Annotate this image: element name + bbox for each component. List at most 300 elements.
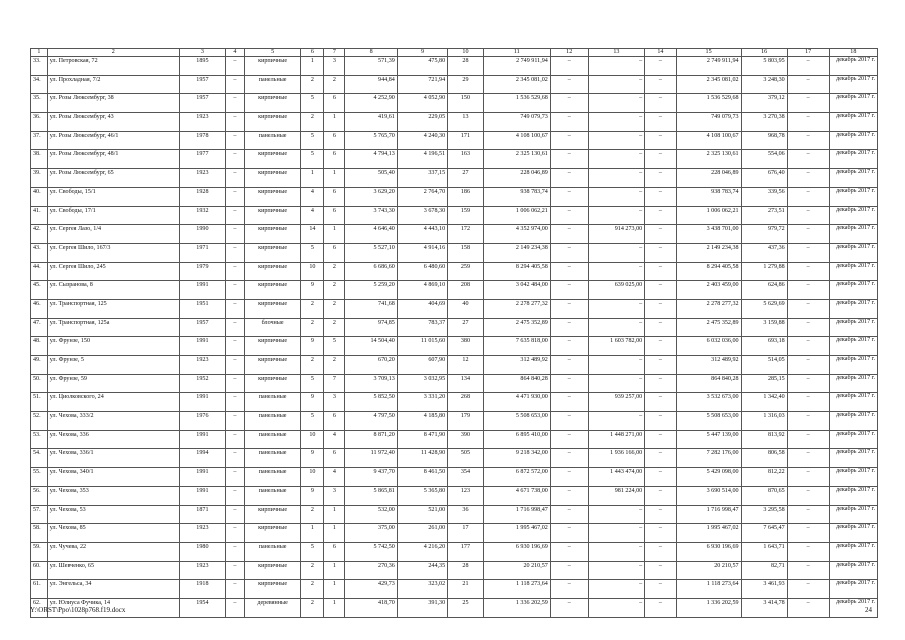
table-cell: 1 006 062,21 [483,206,550,225]
table-cell: – [550,299,588,318]
table-cell: – [550,75,588,94]
table-cell: – [588,561,645,580]
table-cell: 676,40 [741,169,787,188]
column-number-8: 8 [345,49,397,57]
table-cell: – [787,75,829,94]
table-cell: 2 749 911,94 [483,57,550,76]
table-cell: кирпичные [244,206,301,225]
table-cell: 2 345 081,02 [483,75,550,94]
table-cell: – [588,243,645,262]
table-cell: – [645,281,676,300]
table-cell: 61. [31,580,48,599]
table-cell: ул. Циолковского, 24 [47,393,179,412]
table-cell: 418,70 [345,598,397,617]
table-cell: 532,00 [345,505,397,524]
table-cell: 639 025,00 [588,281,645,300]
housing-repair-table [30,48,878,618]
table-cell: – [550,374,588,393]
table-cell: 7 [324,374,345,393]
table-cell: – [225,94,244,113]
table-cell: – [787,113,829,132]
table-cell: 5 629,69 [741,299,787,318]
table-cell: 2 [301,356,324,375]
table-cell: кирпичные [244,561,301,580]
column-number-11: 11 [483,49,550,57]
table-cell: 5 [301,131,324,150]
table-cell: – [645,150,676,169]
table-cell: – [645,412,676,431]
table-cell: 5 765,70 [345,131,397,150]
table-cell: 7 635 818,00 [483,337,550,356]
table-cell: 5 508 653,00 [676,412,741,431]
table-cell: 2 [301,113,324,132]
table-cell: – [550,225,588,244]
table-cell: 5 447 139,00 [676,430,741,449]
table-row [31,187,878,206]
table-cell: 4 794,13 [345,150,397,169]
table-cell: – [645,225,676,244]
table-cell: 40 [448,299,484,318]
table-cell: 6 [324,94,345,113]
table-cell: панельные [244,412,301,431]
table-cell: 4 471 930,00 [483,393,550,412]
table-cell: 25 [448,598,484,617]
column-number-3: 3 [179,49,225,57]
table-cell: 1971 [179,243,225,262]
table-cell: 4 052,90 [397,94,447,113]
table-cell: кирпичные [244,505,301,524]
table-cell: 4 646,40 [345,225,397,244]
table-cell: – [645,561,676,580]
table-cell: 1 536 529,68 [676,94,741,113]
table-cell: 3 [324,57,345,76]
table-cell: 5 [301,150,324,169]
table-cell: 4 252,90 [345,94,397,113]
table-cell: 273,51 [741,206,787,225]
table-cell: 2 278 277,32 [676,299,741,318]
table-cell: 2 [301,299,324,318]
table-cell: – [550,94,588,113]
table-cell: декабрь 2017 г. [829,374,877,393]
table-cell: 4 671 738,00 [483,486,550,505]
table-cell: 741,68 [345,299,397,318]
table-row [31,412,878,431]
table-cell: – [645,262,676,281]
table-cell: ул. Чехова, 333/2 [47,412,179,431]
table-cell: 5 [301,542,324,561]
table-cell: ул. Розы Люксембург, 46/1 [47,131,179,150]
table-cell: – [588,150,645,169]
table-cell: – [787,187,829,206]
table-cell: 5 259,20 [345,281,397,300]
table-cell: декабрь 2017 г. [829,337,877,356]
table-cell: 4 196,51 [397,150,447,169]
table-cell: декабрь 2017 г. [829,150,877,169]
table-cell: 34. [31,75,48,94]
table-row [31,374,878,393]
table-cell: 20 210,57 [676,561,741,580]
table-cell: ул. Свободы, 15/1 [47,187,179,206]
table-cell: – [225,580,244,599]
table-cell: 50. [31,374,48,393]
table-cell: 3 678,30 [397,206,447,225]
table-cell: декабрь 2017 г. [829,206,877,225]
table-row [31,206,878,225]
table-cell: 14 504,40 [345,337,397,356]
table-cell: кирпичные [244,57,301,76]
table-row [31,393,878,412]
table-cell: 1990 [179,225,225,244]
table-cell: 158 [448,243,484,262]
table-cell: – [225,299,244,318]
table-cell: ул. Энгельса, 34 [47,580,179,599]
table-cell: 57. [31,505,48,524]
table-cell: 3 [324,486,345,505]
table-cell: 270,36 [345,561,397,580]
table-cell: – [787,374,829,393]
table-cell: декабрь 2017 г. [829,113,877,132]
table-cell: – [225,561,244,580]
table-cell: 8 294 405,58 [483,262,550,281]
table-cell: 2 [301,598,324,617]
table-cell: 2 325 130,61 [676,150,741,169]
table-cell: 11 428,90 [397,449,447,468]
table-cell: 6 930 196,69 [483,542,550,561]
table-cell: 35. [31,94,48,113]
table-cell: 1923 [179,524,225,543]
table-cell: – [588,94,645,113]
table-cell: ул. Чехова, 336 [47,430,179,449]
table-cell: декабрь 2017 г. [829,412,877,431]
table-cell: 1932 [179,206,225,225]
table-cell: 981 224,00 [588,486,645,505]
table-cell: панельные [244,486,301,505]
table-row [31,542,878,561]
table-cell: 1 279,88 [741,262,787,281]
table-row [31,225,878,244]
table-cell: – [588,299,645,318]
table-cell: 4 216,20 [397,542,447,561]
column-number-2: 2 [47,49,179,57]
table-cell: ул. Свободы, 17/1 [47,206,179,225]
table-cell: 1 [324,524,345,543]
table-row [31,449,878,468]
table-cell: – [787,356,829,375]
table-cell: – [550,356,588,375]
table-row [31,598,878,617]
column-number-10: 10 [448,49,484,57]
table-cell: 8 294 405,58 [676,262,741,281]
table-cell: – [588,505,645,524]
table-cell: 1954 [179,598,225,617]
table-cell: декабрь 2017 г. [829,262,877,281]
table-cell: – [787,580,829,599]
table-cell: – [787,486,829,505]
table-row [31,356,878,375]
table-cell: 268 [448,393,484,412]
column-number-17: 17 [787,49,829,57]
table-cell: – [645,243,676,262]
table-cell: 17 [448,524,484,543]
table-cell: ул. Розы Люксембург, 38 [47,94,179,113]
table-cell: – [645,113,676,132]
table-cell: ул. Сергея Шило, 245 [47,262,179,281]
table-cell: – [588,356,645,375]
table-cell: 4 [324,468,345,487]
column-number-15: 15 [676,49,741,57]
column-number-9: 9 [397,49,447,57]
table-row [31,94,878,113]
table-cell: 33. [31,57,48,76]
table-cell: ул. Фрунзе, 150 [47,337,179,356]
table-cell: кирпичные [244,243,301,262]
table-cell: – [645,94,676,113]
table-cell: 1 [301,169,324,188]
table-cell: – [787,598,829,617]
table-cell: 390 [448,430,484,449]
table-cell: 5 [301,374,324,393]
table-cell: ул. Розы Люксембург, 65 [47,169,179,188]
table-cell: – [225,449,244,468]
table-cell: – [588,75,645,94]
table-cell: 6 [324,187,345,206]
table-cell: 3 743,30 [345,206,397,225]
table-cell: 163 [448,150,484,169]
table-cell: кирпичные [244,94,301,113]
table-cell: – [225,598,244,617]
table-cell: – [787,299,829,318]
table-cell: ул. Розы Люксембург, 48/1 [47,150,179,169]
column-number-6: 6 [301,49,324,57]
table-cell: ул. Юлиуса Фучика, 14 [47,598,179,617]
table-row [31,430,878,449]
table-cell: – [225,542,244,561]
table-cell: 968,78 [741,131,787,150]
table-cell: 41. [31,206,48,225]
table-cell: 46. [31,299,48,318]
table-cell: – [588,57,645,76]
table-cell: – [588,169,645,188]
table-cell: 375,00 [345,524,397,543]
table-cell: 1991 [179,468,225,487]
table-cell: 1 716 998,47 [676,505,741,524]
table-cell: 1 [324,225,345,244]
table-cell: 27 [448,318,484,337]
table-cell: 179 [448,412,484,431]
table-cell: ул. Петровская, 72 [47,57,179,76]
column-number-row [31,49,878,57]
table-cell: 3 629,20 [345,187,397,206]
table-cell: – [550,393,588,412]
table-cell: – [225,524,244,543]
table-cell: – [550,337,588,356]
table-row [31,524,878,543]
table-cell: 4 [324,430,345,449]
table-cell: 228 046,89 [483,169,550,188]
table-cell: 59. [31,542,48,561]
table-cell: 29 [448,75,484,94]
table-cell: 939 257,00 [588,393,645,412]
table-cell: – [225,169,244,188]
table-cell: 6 [324,449,345,468]
table-cell: – [588,524,645,543]
table-cell: – [787,412,829,431]
table-cell: – [225,505,244,524]
table-cell: – [550,468,588,487]
table-cell: – [550,598,588,617]
table-cell: 1 118 273,64 [676,580,741,599]
table-cell: 3 709,13 [345,374,397,393]
table-cell: декабрь 2017 г. [829,318,877,337]
table-cell: 21 [448,580,484,599]
table-cell: – [787,243,829,262]
table-cell: 11 015,60 [397,337,447,356]
table-cell: декабрь 2017 г. [829,225,877,244]
table-cell: – [550,57,588,76]
table-cell: 1871 [179,505,225,524]
table-cell: – [787,468,829,487]
table-row [31,580,878,599]
table-cell: 9 [301,393,324,412]
table-cell: 475,80 [397,57,447,76]
table-cell: 404,69 [397,299,447,318]
table-cell: 37. [31,131,48,150]
table-cell: 4 352 974,00 [483,225,550,244]
table-cell: 1 716 998,47 [483,505,550,524]
table-cell: – [787,393,829,412]
table-cell: – [645,393,676,412]
table-cell: 6 895 410,00 [483,430,550,449]
page-number: 24 [865,606,872,614]
table-cell: 1 [324,169,345,188]
table-cell: 4 108 100,67 [676,131,741,150]
table-cell: 914 273,00 [588,225,645,244]
table-cell: 5 803,95 [741,57,787,76]
table-cell: декабрь 2017 г. [829,243,877,262]
table-cell: 2 764,70 [397,187,447,206]
table-row [31,169,878,188]
table-cell: 53. [31,430,48,449]
table-cell: 186 [448,187,484,206]
table-cell: панельные [244,542,301,561]
table-cell: 312 489,92 [483,356,550,375]
table-cell: – [588,598,645,617]
table-cell: – [550,449,588,468]
table-cell: – [645,169,676,188]
table-cell: – [588,580,645,599]
table-cell: 1977 [179,150,225,169]
table-cell: декабрь 2017 г. [829,486,877,505]
table-cell: 2 [301,75,324,94]
table-cell: панельные [244,75,301,94]
table-row [31,318,878,337]
table-cell: ул. Сызранова, 8 [47,281,179,300]
table-cell: ул. Транспортная, 125 [47,299,179,318]
table-cell: 1923 [179,561,225,580]
table-cell: 11 972,40 [345,449,397,468]
table-cell: – [645,505,676,524]
table-cell: 693,18 [741,337,787,356]
table-cell: 1980 [179,542,225,561]
table-cell: 52. [31,412,48,431]
column-number-5: 5 [244,49,301,57]
footer-file-path: Y:\ORST\Ppo\1028p768.f19.docx [30,606,126,614]
table-cell: – [225,262,244,281]
table-cell: – [550,430,588,449]
table-cell: 337,15 [397,169,447,188]
table-cell: 6 [324,131,345,150]
table-cell: 55. [31,468,48,487]
table-cell: 47. [31,318,48,337]
table-cell: декабрь 2017 г. [829,393,877,412]
table-cell: 5 865,81 [345,486,397,505]
table-cell: 228 046,89 [676,169,741,188]
table-cell: 5 365,80 [397,486,447,505]
table-cell: 2 [324,262,345,281]
table-row [31,57,878,76]
table-cell: 3 414,78 [741,598,787,617]
table-cell: 1 [324,113,345,132]
table-cell: 8 871,20 [345,430,397,449]
table-cell: 944,84 [345,75,397,94]
table-cell: – [550,412,588,431]
table-cell: декабрь 2017 г. [829,281,877,300]
table-cell: 5 508 653,00 [483,412,550,431]
table-cell: кирпичные [244,374,301,393]
table-cell: кирпичные [244,262,301,281]
table-cell: 2 278 277,32 [483,299,550,318]
table-cell: – [588,113,645,132]
table-cell: – [645,206,676,225]
table-row [31,243,878,262]
table-cell: – [550,486,588,505]
table-cell: – [588,318,645,337]
table-cell: 28 [448,57,484,76]
table-cell: 244,35 [397,561,447,580]
table-cell: ул. Чехова, 353 [47,486,179,505]
table-row [31,113,878,132]
table-cell: 6 872 572,00 [483,468,550,487]
table-cell: 2 475 352,89 [483,318,550,337]
table-row [31,262,878,281]
table-cell: 4 869,10 [397,281,447,300]
table-cell: ул. Сергея Лазо, 1/4 [47,225,179,244]
table-cell: 5 852,50 [345,393,397,412]
table-row [31,299,878,318]
table-cell: 1 342,40 [741,393,787,412]
table-cell: декабрь 2017 г. [829,598,877,617]
table-cell: – [787,206,829,225]
table-cell: 2 345 081,02 [676,75,741,94]
table-cell: декабрь 2017 г. [829,580,877,599]
table-cell: ул. Сергея Шило, 167/3 [47,243,179,262]
table-cell: – [588,206,645,225]
table-cell: 670,20 [345,356,397,375]
table-cell: 783,37 [397,318,447,337]
table-cell: – [225,57,244,76]
table-cell: 1991 [179,486,225,505]
table-cell: декабрь 2017 г. [829,75,877,94]
table-cell: 1 443 474,00 [588,468,645,487]
table-cell: 3 [324,393,345,412]
table-cell: 28 [448,561,484,580]
table-cell: – [645,187,676,206]
table-cell: декабрь 2017 г. [829,449,877,468]
table-cell: 49. [31,356,48,375]
table-cell: – [787,131,829,150]
table-cell: 624,86 [741,281,787,300]
table-cell: ул. Прохладная, 7/2 [47,75,179,94]
